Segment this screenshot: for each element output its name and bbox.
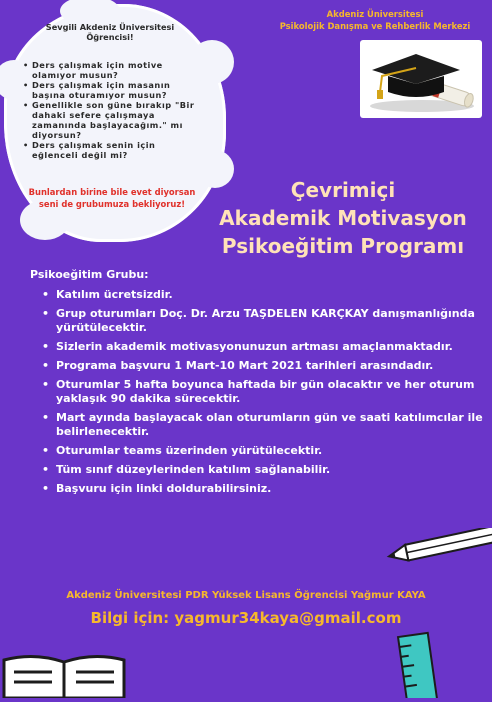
org-line-1: Akdeniz Üniversitesi [326, 9, 424, 19]
question-item: • Ders çalışmak senin için eğlenceli değil mi? [32, 140, 198, 160]
question-item: • Ders çalışmak için masanın başına oturamıyor musun? [32, 80, 198, 100]
greeting: Sevgili Akdeniz Üniversitesi Öğrencisi! [45, 22, 175, 42]
open-book-icon [0, 650, 130, 702]
title-line-3: Psikoeğitim Programı [221, 234, 465, 258]
title-line-1: Çevrimiçi [290, 178, 396, 202]
program-title [200, 176, 486, 260]
program-item: • Tüm sınıf düzeylerinden katılım sağlanabilir. [56, 463, 490, 477]
contact-info: Bilgi için: yagmur34kaya@gmail.com [90, 609, 402, 627]
call-to-action: Bunlardan birine bile evet diyorsan seni de grubumuza bekliyoruz! [28, 187, 196, 209]
question-item: • Genellikle son güne bırakıp "Bir dahaki sefere çalışmaya zamanında başlayacağım." mı diyorsun? [32, 100, 198, 140]
program-item: • Sizlerin akademik motivasyonunuzun artması amaçlanmaktadır. [56, 340, 490, 354]
program-list [30, 288, 490, 496]
program-item: • Katılım ücretsizdir. [56, 288, 490, 302]
program-item: • Oturumlar 5 hafta boyunca haftada bir gün olacaktır ve her oturum yaklaşık 90 dakika sürecektir. [56, 378, 490, 406]
ruler-icon [392, 630, 452, 702]
question-item: • Ders çalışmak için motive olamıyor musun? [32, 60, 198, 80]
organization-header [270, 8, 480, 32]
org-line-2: Psikolojik Danışma ve Rehberlik Merkezi [279, 21, 471, 31]
bubble-content [22, 22, 198, 160]
program-item: • Mart ayında başlayacak olan oturumların gün ve saati katılımcılar ile belirlenecektir. [56, 411, 490, 439]
question-list [22, 60, 198, 160]
pencil-icon [384, 528, 492, 568]
program-item: • Grup oturumları Doç. Dr. Arzu TAŞDELEN KARÇKAY danışmanlığında yürütülecektir. [56, 307, 490, 335]
program-item: • Oturumlar teams üzerinden yürütülecektir. [56, 444, 490, 458]
program-item: • Programa başvuru 1 Mart-10 Mart 2021 tarihleri arasındadır. [56, 359, 490, 373]
program-item: • Başvuru için linki doldurabilirsiniz. [56, 482, 490, 496]
program-details [30, 268, 490, 501]
author-credit: Akdeniz Üniversitesi PDR Yüksek Lisans Öğrencisi Yağmur KAYA [66, 590, 426, 601]
title-line-2: Akademik Motivasyon [219, 206, 467, 230]
program-heading: Psikoeğitim Grubu: [30, 268, 149, 281]
graduation-cap-diploma-icon [360, 40, 482, 118]
